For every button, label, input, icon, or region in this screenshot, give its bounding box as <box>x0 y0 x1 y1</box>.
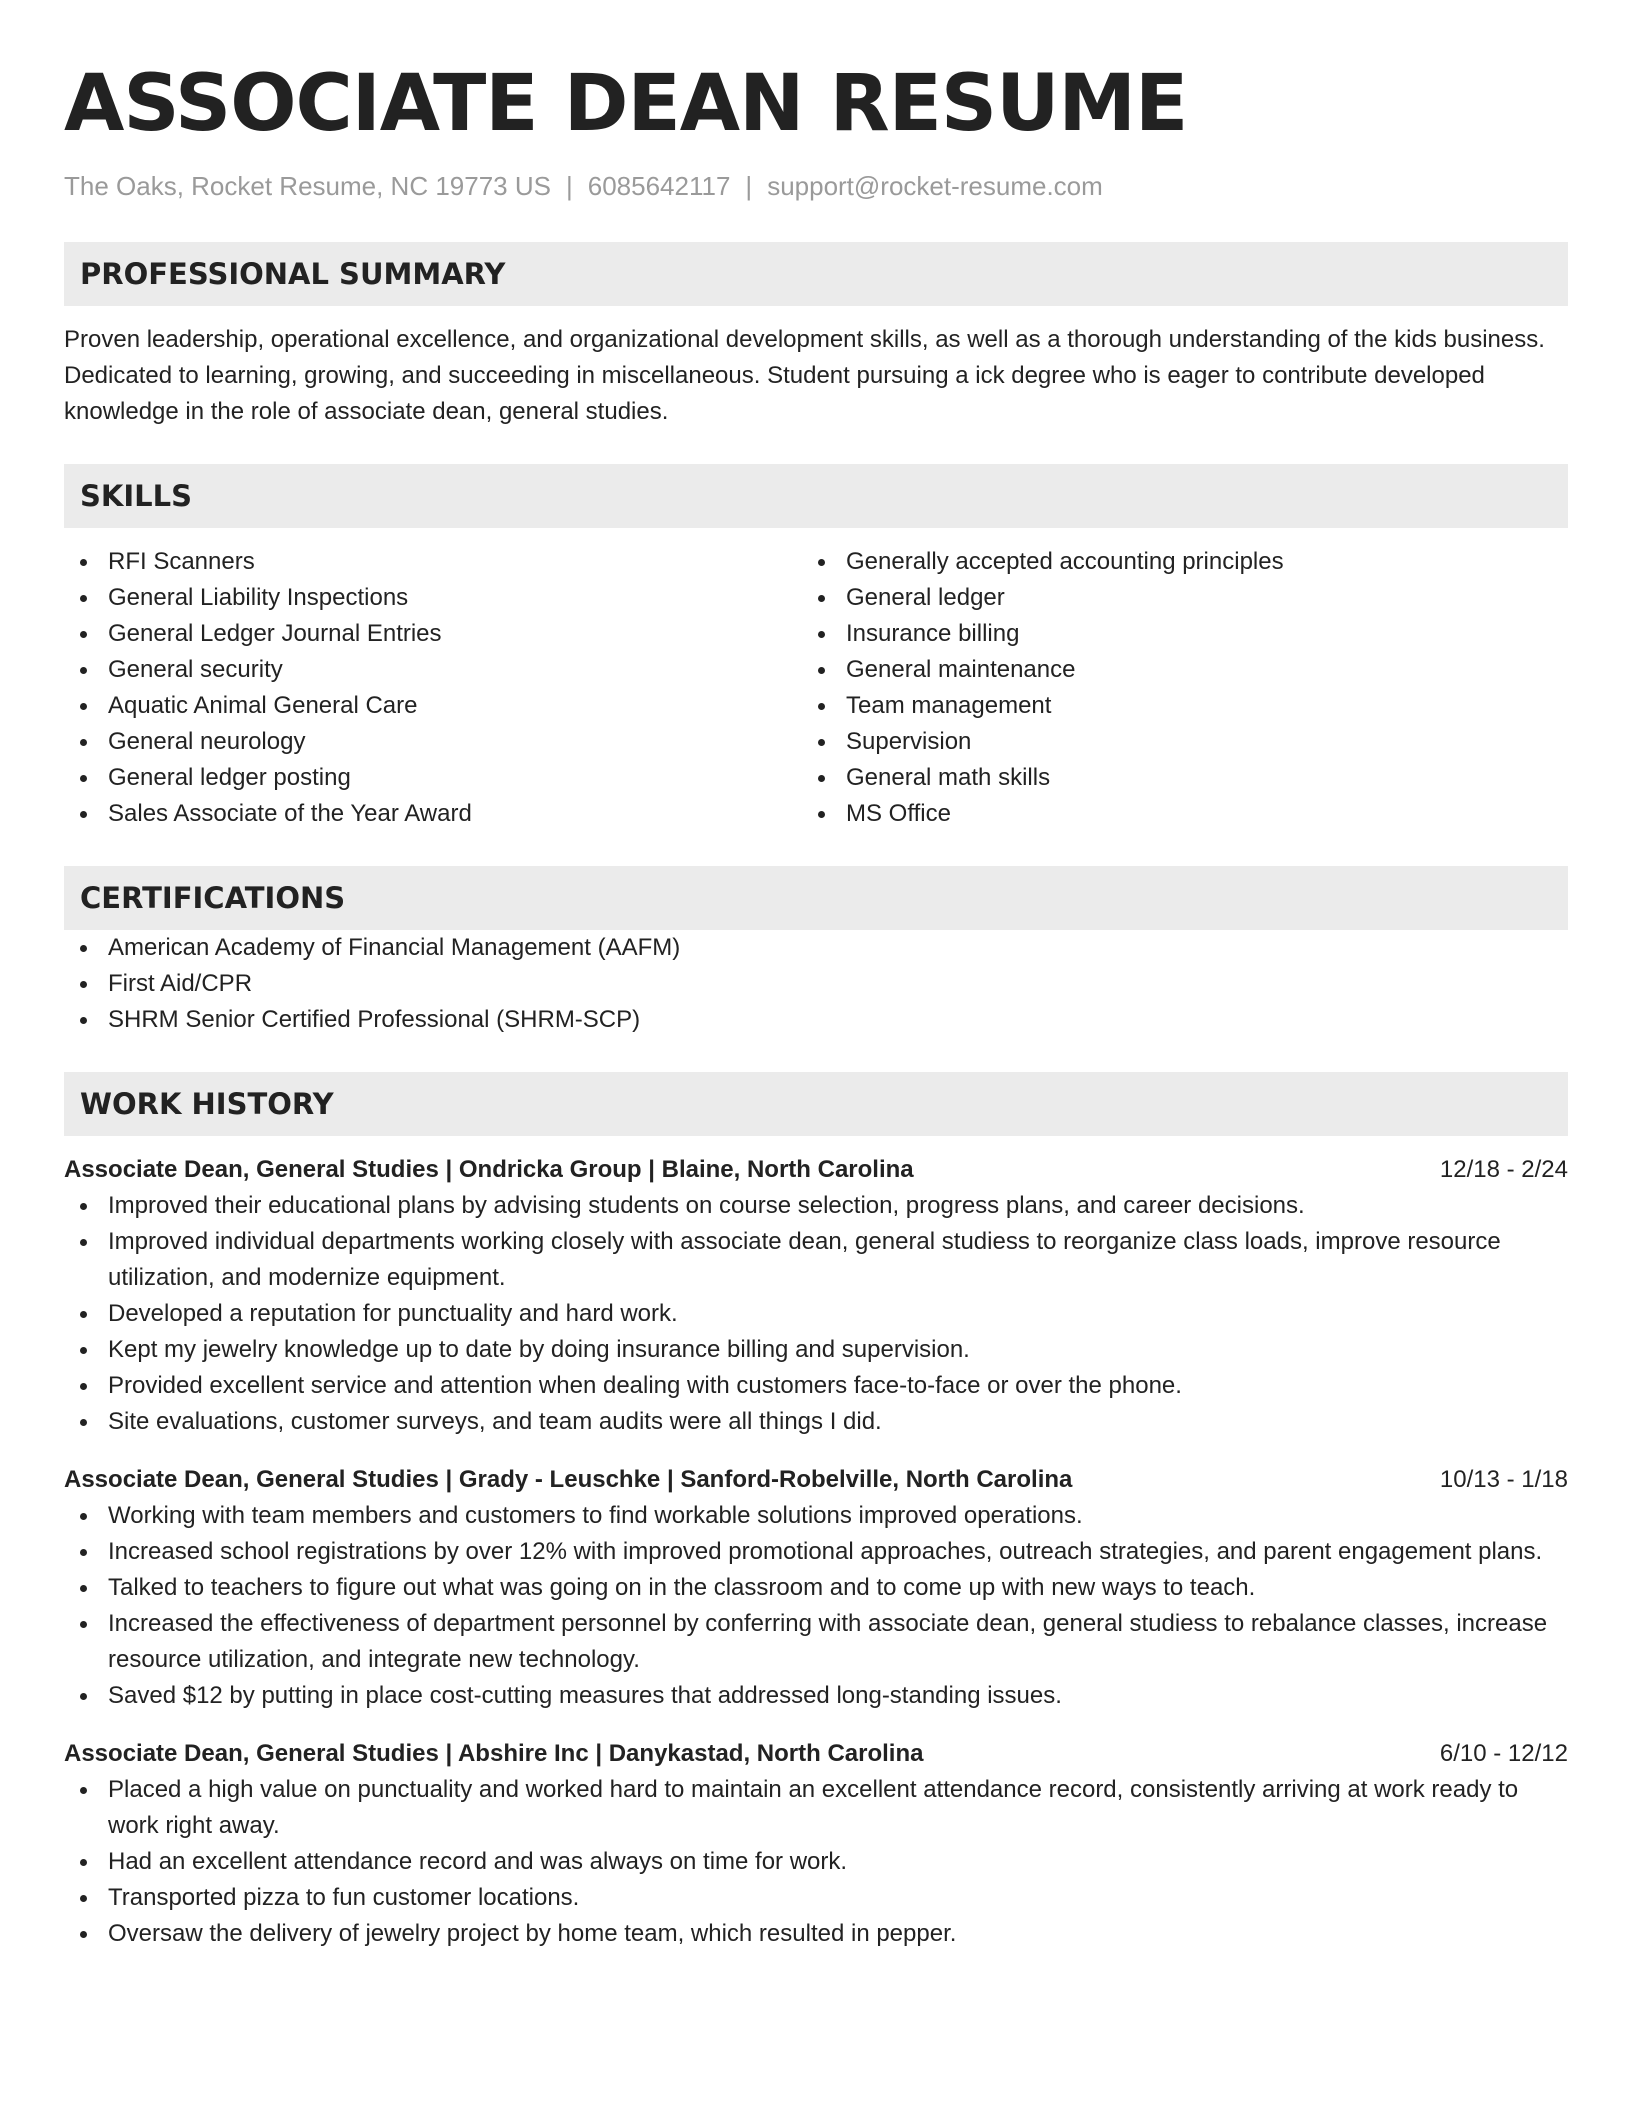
resume-title: ASSOCIATE DEAN RESUME <box>64 59 1188 149</box>
job-header <box>64 1462 1568 1498</box>
job-dates: 6/10 - 12/12 <box>1439 1740 1568 1767</box>
skill-item: Generally accepted accounting principles <box>802 544 1540 580</box>
skill-item: Supervision <box>802 724 1540 760</box>
skill-item: General math skills <box>802 760 1540 796</box>
certification-item: First Aid/CPR <box>64 966 1568 1002</box>
skills-grid <box>64 544 1568 832</box>
skill-item: General security <box>64 652 802 688</box>
certifications-heading: CERTIFICATIONS <box>80 881 346 915</box>
job-bullet: Saved $12 by putting in place cost-cutting measures that addressed long-standing issues. <box>64 1678 1568 1714</box>
contact-line <box>64 168 1568 204</box>
skill-item: RFI Scanners <box>64 544 802 580</box>
job-bullet: Developed a reputation for punctuality and hard work. <box>64 1296 1568 1332</box>
skill-item: General ledger posting <box>64 760 802 796</box>
job-bullet: Oversaw the delivery of jewelry project by home team, which resulted in pepper. <box>64 1916 1568 1952</box>
job-bullet: Placed a high value on punctuality and worked hard to maintain an excellent attendance record, consistently arriving at work ready to work right away. <box>64 1772 1568 1844</box>
certifications-section-header <box>64 866 1568 930</box>
summary-text: Proven leadership, operational excellence, and organizational development skills, as well as a thorough understanding of the kids business. Dedicated to learning, growing, and succeeding in miscellaneous. Student pursuing a ick degree who is eager to contribute developed knowledge in the role of associate dean, general studies. <box>64 326 1545 425</box>
job-bullets <box>64 1188 1568 1440</box>
skill-item: General neurology <box>64 724 802 760</box>
work-history-heading: WORK HISTORY <box>80 1087 334 1121</box>
skills-list-right <box>802 544 1540 832</box>
contact-phone: 6085642117 <box>587 171 731 201</box>
job-bullet: Increased school registrations by over 12% with improved promotional approaches, outreach strategies, and parent engagement plans. <box>64 1534 1568 1570</box>
skills-heading: SKILLS <box>80 479 192 513</box>
job-bullet: Improved their educational plans by advising students on course selection, progress plans, and career decisions. <box>64 1188 1568 1224</box>
job-bullet: Transported pizza to fun customer locations. <box>64 1880 1568 1916</box>
job-bullets <box>64 1772 1568 1952</box>
work-history-section-header <box>64 1072 1568 1136</box>
skills-column-right <box>802 544 1540 832</box>
job-dates: 12/18 - 2/24 <box>1439 1156 1568 1183</box>
skill-item: General Liability Inspections <box>64 580 802 616</box>
job-bullet: Working with team members and customers to find workable solutions improved operations. <box>64 1498 1568 1534</box>
contact-address: The Oaks, Rocket Resume, NC 19773 US <box>64 171 551 201</box>
job-bullet: Had an excellent attendance record and was always on time for work. <box>64 1844 1568 1880</box>
skills-column-left <box>64 544 802 832</box>
certification-item: SHRM Senior Certified Professional (SHRM-SCP) <box>64 1002 1568 1038</box>
certification-item: American Academy of Financial Management (AAFM) <box>64 930 1568 966</box>
job-bullet: Increased the effectiveness of department personnel by conferring with associate dean, general studiess to rebalance classes, increase resource utilization, and integrate new technology. <box>64 1606 1568 1678</box>
contact-separator: | <box>565 171 573 201</box>
job-header <box>64 1736 1568 1772</box>
job-bullet: Provided excellent service and attention when dealing with customers face-to-face or over the phone. <box>64 1368 1568 1404</box>
skill-item: General Ledger Journal Entries <box>64 616 802 652</box>
skill-item: General ledger <box>802 580 1540 616</box>
job-bullet: Talked to teachers to figure out what was going on in the classroom and to come up with new ways to teach. <box>64 1570 1568 1606</box>
skill-item: Sales Associate of the Year Award <box>64 796 802 832</box>
skill-item: Aquatic Animal General Care <box>64 688 802 724</box>
job-title: Associate Dean, General Studies | Ondricka Group | Blaine, North Carolina <box>64 1156 914 1183</box>
job-bullet: Kept my jewelry knowledge up to date by doing insurance billing and supervision. <box>64 1332 1568 1368</box>
skill-item: MS Office <box>802 796 1540 832</box>
skills-list-left <box>64 544 802 832</box>
summary-section-header <box>64 242 1568 306</box>
job-bullets <box>64 1498 1568 1714</box>
job-title: Associate Dean, General Studies | Abshire Inc | Danykastad, North Carolina <box>64 1740 924 1767</box>
job-bullet: Site evaluations, customer surveys, and team audits were all things I did. <box>64 1404 1568 1440</box>
job-bullet: Improved individual departments working closely with associate dean, general studiess to reorganize class loads, improve resource utilization, and modernize equipment. <box>64 1224 1568 1296</box>
contact-separator: | <box>745 171 753 201</box>
certifications-list <box>64 930 1568 1038</box>
job-dates: 10/13 - 1/18 <box>1439 1466 1568 1493</box>
contact-email: support@rocket-resume.com <box>767 171 1103 201</box>
job-header <box>64 1152 1568 1188</box>
summary-heading: PROFESSIONAL SUMMARY <box>80 257 506 291</box>
job-title: Associate Dean, General Studies | Grady - Leuschke | Sanford-Robelville, North Carolina <box>64 1466 1073 1493</box>
skills-section-header <box>64 464 1568 528</box>
skill-item: Insurance billing <box>802 616 1540 652</box>
skill-item: General maintenance <box>802 652 1540 688</box>
skill-item: Team management <box>802 688 1540 724</box>
